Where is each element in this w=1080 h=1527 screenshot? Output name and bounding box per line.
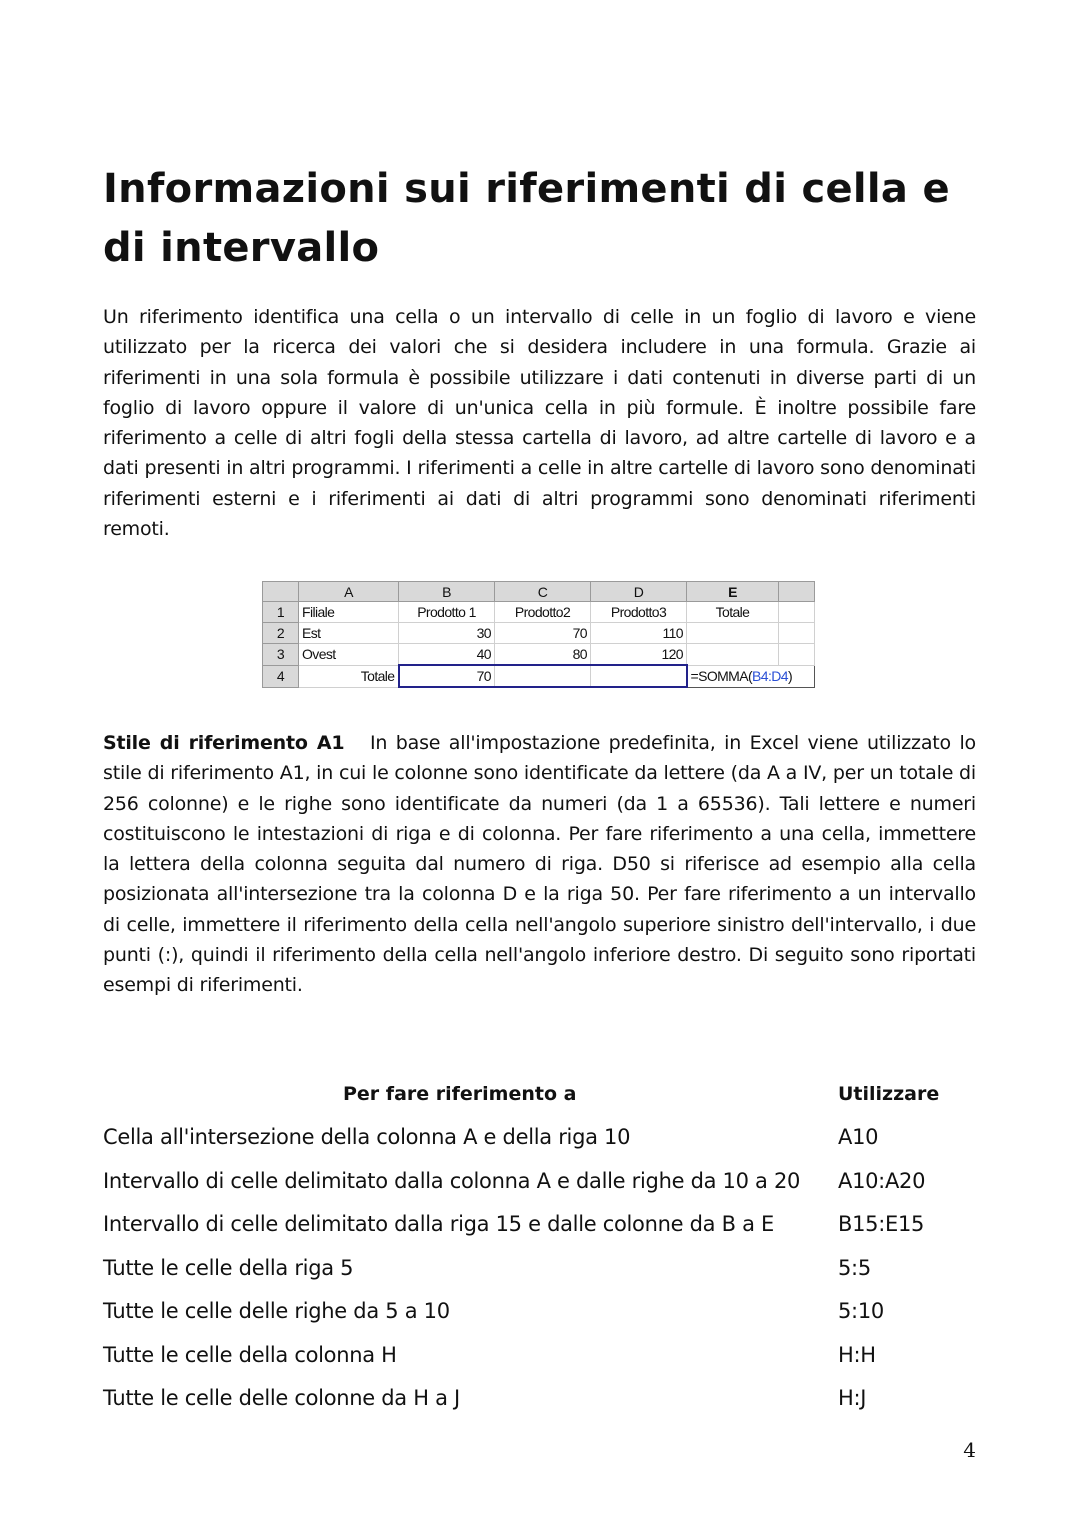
page-number: 4 [963,1438,976,1462]
ref-row-use: H:H [838,1343,876,1367]
cell: Totale [687,602,779,623]
formula-prefix: =SOMMA( [690,668,753,684]
cell: Prodotto2 [495,602,591,623]
cell [779,623,815,644]
cell: 110 [591,623,687,644]
sheet-row [263,623,815,644]
sheet-row [263,644,815,666]
formula-cell [687,665,815,687]
cell: Ovest [299,644,399,666]
cell: Filiale [299,602,399,623]
sheet-row [263,602,815,623]
ref-row-use: A10 [838,1125,879,1149]
formula-range: B4:D4 [752,668,788,684]
column-header-b: B [399,582,495,602]
ref-row-desc: Intervallo di celle delimitato dalla riga 15 e dalle colonne da B a E [103,1212,774,1236]
cell: 40 [399,644,495,666]
cell: 70 [495,623,591,644]
column-header-e: E [687,582,779,602]
sheet-corner [263,582,299,602]
row-header: 1 [263,602,299,623]
ref-row-use: H:J [838,1386,867,1410]
ref-row-desc: Tutte le celle delle colonne da H a J [103,1386,460,1410]
ref-row-use: B15:E15 [838,1212,925,1236]
ref-row-desc: Tutte le celle della riga 5 [103,1256,354,1280]
selected-cell [495,665,591,687]
cell: Prodotto3 [591,602,687,623]
column-header-f [779,582,815,602]
a1-style-paragraph [103,728,976,1001]
row-header: 4 [263,665,299,687]
intro-paragraph: Un riferimento identifica una cella o un intervallo di celle in un foglio di lavoro e viene utilizzato per la ricerca dei valori che si desidera includere in una formula. Grazie ai riferimenti in una sola formula è possibile utilizzare i dati contenuti in diverse parti di un foglio di lavoro oppure il valore di un'unica cella in più formule. È inoltre possibile fare riferimento a celle di altri fogli della stessa cartella di lavoro, ad altre cartelle di lavoro e a dati presenti in altri programmi. I riferimenti a celle in altre cartelle di lavoro sono denominati riferimenti esterni e i riferimenti ai dati di altri programmi sono denominati riferimenti remoti. [103,306,976,541]
column-header-a: A [299,582,399,602]
page-title: Informazioni sui riferimenti di cella e di intervallo [103,166,950,271]
a1-style-heading: Stile di riferimento A1 [103,732,345,754]
cell [687,623,779,644]
ref-row-desc: Tutte le celle della colonna H [103,1343,397,1367]
row-header: 3 [263,644,299,666]
cell [779,644,815,666]
formula-suffix: ) [787,668,793,684]
sheet-row [263,665,815,687]
selected-cell: 70 [399,665,495,687]
cell [779,602,815,623]
ref-row-desc: Tutte le celle delle righe da 5 a 10 [103,1299,450,1323]
ref-row-use: 5:10 [838,1299,884,1323]
column-header-row [263,582,815,602]
ref-table-header-left: Per fare riferimento a [343,1083,577,1105]
cell: 30 [399,623,495,644]
spreadsheet-example [262,581,815,688]
ref-table-header-right: Utilizzare [838,1083,940,1105]
a1-style-text: In base all'impostazione predefinita, in Excel viene utilizzato lo stile di riferimento A1, in cui le colonne sono identificate da lettere (da A a IV, per un totale di 256 colonne) e le righe sono identificate da numeri (da 1 a 65536). Tali lettere e numeri costituiscono le intestazioni di riga e di colonna. Per fare riferimento a una cella, immettere la lettera della colonna seguita dal numero di riga. D50 si riferisce ad esempio alla cella posizionata all'intersezione tra la colonna D e la riga 50. Per fare riferimento a un intervallo di celle, immettere il riferimento della cella nell'angolo superiore sinistro dell'intervallo, i due punti (:), quindi il riferimento della cella nell'angolo inferiore destro. Di seguito sono riportati esempi di riferimenti. [103,732,976,997]
ref-row-desc: Intervallo di celle delimitato dalla colonna A e dalle righe da 10 a 20 [103,1169,801,1193]
cell: 120 [591,644,687,666]
column-header-d: D [591,582,687,602]
ref-row-desc: Cella all'intersezione della colonna A e della riga 10 [103,1125,631,1149]
column-header-c: C [495,582,591,602]
cell: 80 [495,644,591,666]
ref-row-use: A10:A20 [838,1169,926,1193]
selected-cell [591,665,687,687]
cell: Totale [299,665,399,687]
cell [687,644,779,666]
cell: Prodotto 1 [399,602,495,623]
ref-row-use: 5:5 [838,1256,871,1280]
cell: Est [299,623,399,644]
row-header: 2 [263,623,299,644]
